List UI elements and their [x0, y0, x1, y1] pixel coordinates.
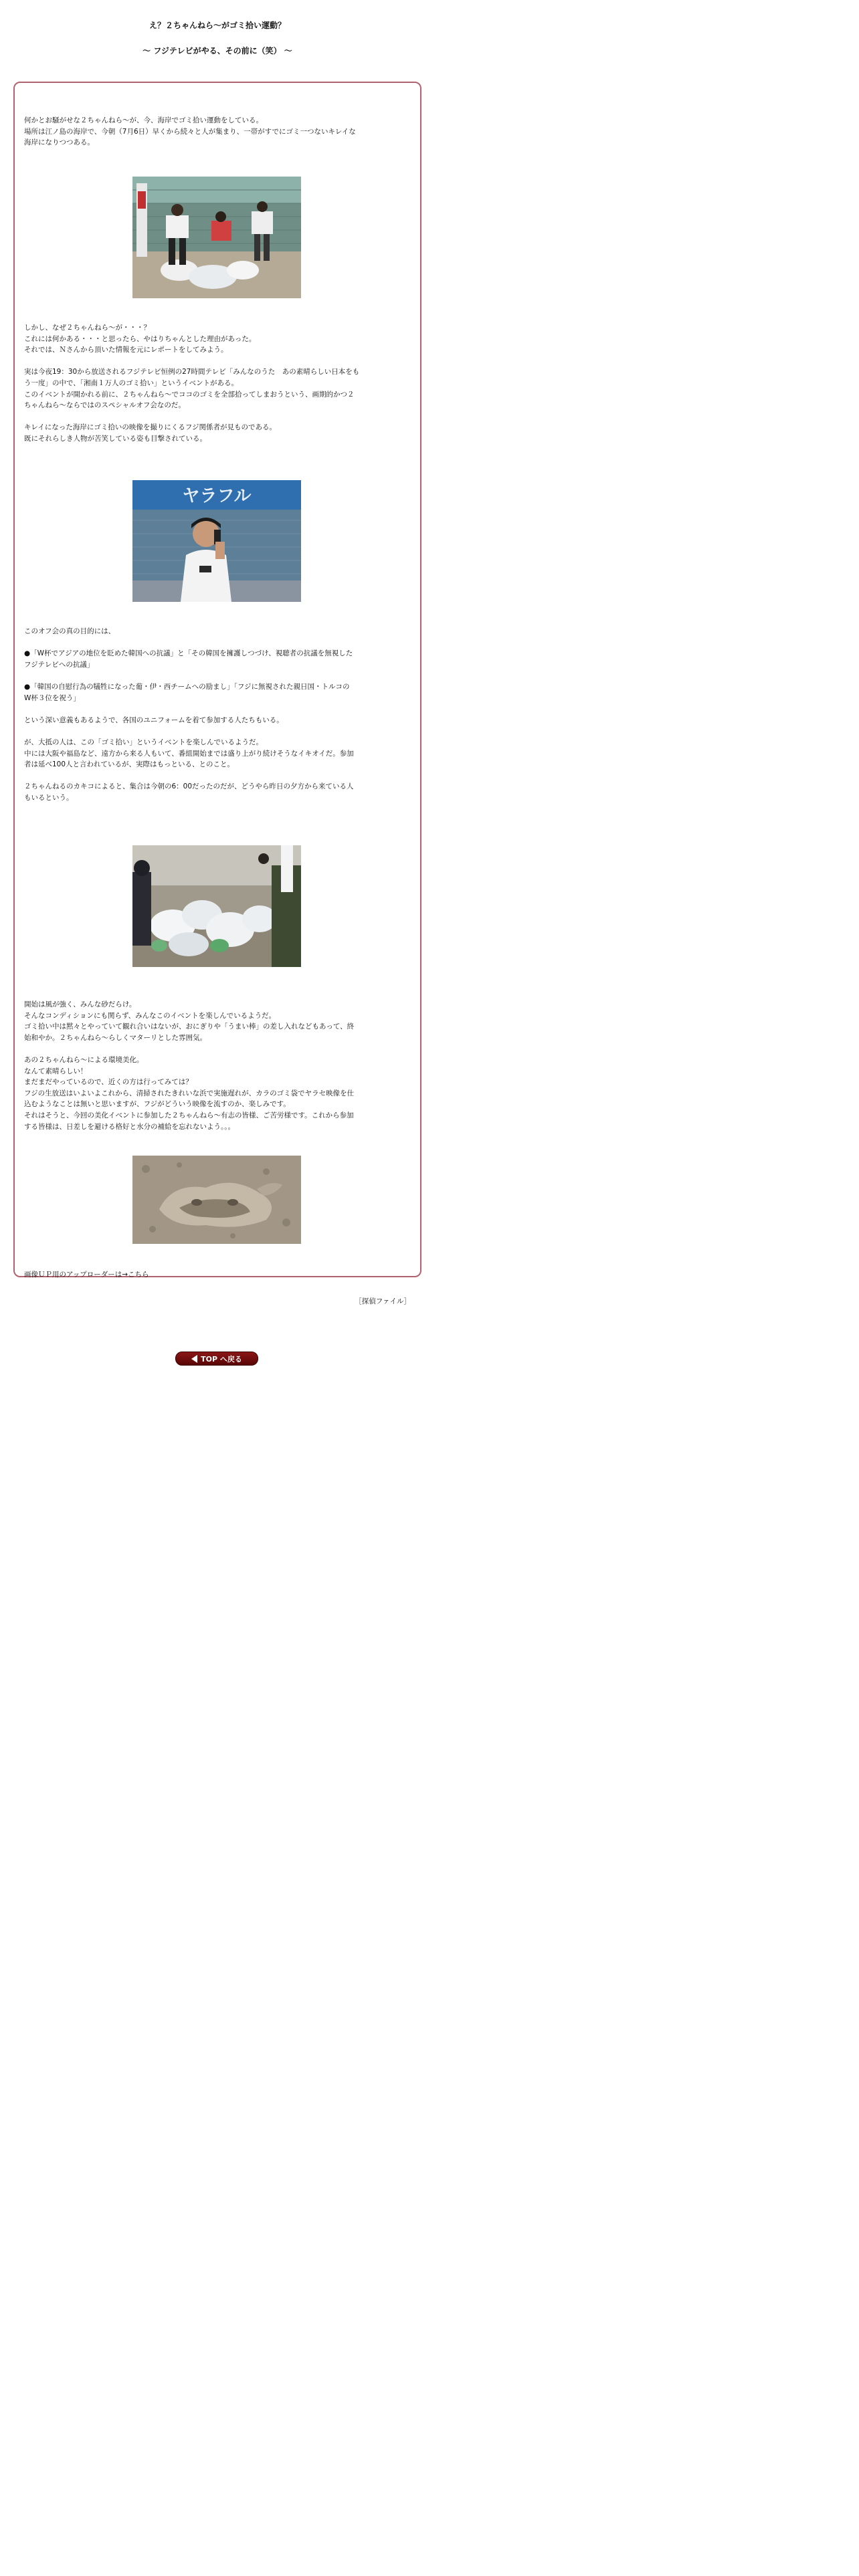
page-title: え？２ちゃんねら～がゴミ拾い運動？ — [149, 21, 286, 30]
closing-paragraph: 開始は風が強く、みんな砂だらけ。 そんなコンディションにも関らず、みんなこのイベントを楽しんでいるようだ。 ゴミ拾い中は黙々とやっていて観れ合いはないが、おにぎりや「うまい棒」の差し入れなどもあって、終 始和やか。２ちゃんねら～らしくマターリとした雰囲気。 あの２ちゃんねら～による環境美化。 なんて素晴らしい！ まだまだやっているので、近くの方は行ってみては？ フジの生放送はいよいよこれから、清掃されたきれいな浜で実施遅れが、カラのゴミ袋でヤラセ映像を仕 込むようなことは無いと思いますが、フジがどういう映像を流すのか、楽しみです。 それはそうと、今回の美化イベントに参加した２ちゃんねら～有志の皆様、ご苦労様です。これから参加 する皆様は、日差しを避ける格好と水分の補給を忘れないよう。。。 — [24, 1000, 355, 1131]
arrow-left-icon — [191, 1355, 197, 1363]
source-label: ［探偵ファイル］ — [355, 1297, 411, 1305]
photo-man-on-phone — [132, 480, 301, 602]
photo-garbage-bags — [132, 845, 301, 967]
uploader-note — [24, 1269, 149, 1280]
page-subtitle: ～ フジテレビがやる、その前に（笑） ～ — [142, 46, 292, 56]
photo-sand-sculpture — [132, 1156, 301, 1244]
purpose-paragraph: このオフ会の真の目的には、 ●「W杯でアジアの地位を貶めた韓国への抗議」と「その韓国を擁護しつづけ、視聴者の抗議を無視した フジテレビへの抗議」 ●「韓国の自慰行為の犠牲になった葡・伊・西チームへの励まし」「フジに無視された親日国・トルコの W杯３位を祝う」 という深い意義もあるようで、各国のユニフォームを着て参加する人たちもいる。 が、大抵の人は、この「ゴミ拾い」というイベントを楽しんでいるようだ。 中には大阪や福島など、遠方から来る人もいて、番組開始までは盛り上がり続けそうなイキオイだ。参加 者は延べ100人と言われているが、実際はもっといる、とのこと。 ２ちゃんねるのカキコによると、集合は今朝の6：00だったのだが、どうやら昨日の夕方から来ている人 もいるという。 — [24, 627, 354, 802]
back-to-top-button[interactable] — [175, 1352, 258, 1366]
uploader-link[interactable]: こちら — [128, 1271, 149, 1279]
intro-paragraph: 何かとお騒がせな２ちゃんねら～が、今、海岸でゴミ拾い運動をしている。 場所は江ノ島の海岸で、今朝（7月6日）早くから続々と人が集まり、一帯がすでにゴミ一つないキレイな 海岸になりつつある。 — [24, 116, 356, 147]
why-paragraph: しかし、なぜ２ちゃんねら～が・・・？ これには何かある・・・と思ったら、やはりちゃんとした理由があった。 それでは、Ｎさんから頂いた情報を元にレポートをしてみよう。 実は今夜19：30から放送されるフジテレビ恒例の27時間テレビ「みんなのうた あの素晴らしい日本をも う一度」の中で、「湘南１万人のゴミ拾い」というイベントがある。 このイベントが開かれる前に、２ちゃんねら～でココのゴミを全部拾ってしまおうという、画期的かつ２ ちゃんねら～ならではのスペシャルオフ会なのだ。 キレイになった海岸にゴミ拾いの映像を撮りにくるフジ関係者が見ものである。 既にそれらしき人物が苦笑している姿も目撃されている。 — [24, 324, 360, 443]
article-box — [13, 82, 421, 1305]
back-to-top-label: TOP へ戻る — [201, 1354, 242, 1364]
uploader-text: 画像ＵＰ用のアップローダーは→ — [24, 1271, 128, 1279]
photo-beach-cleanup — [132, 177, 301, 298]
svg-text:ヤラフル: ヤラフル — [182, 486, 252, 506]
